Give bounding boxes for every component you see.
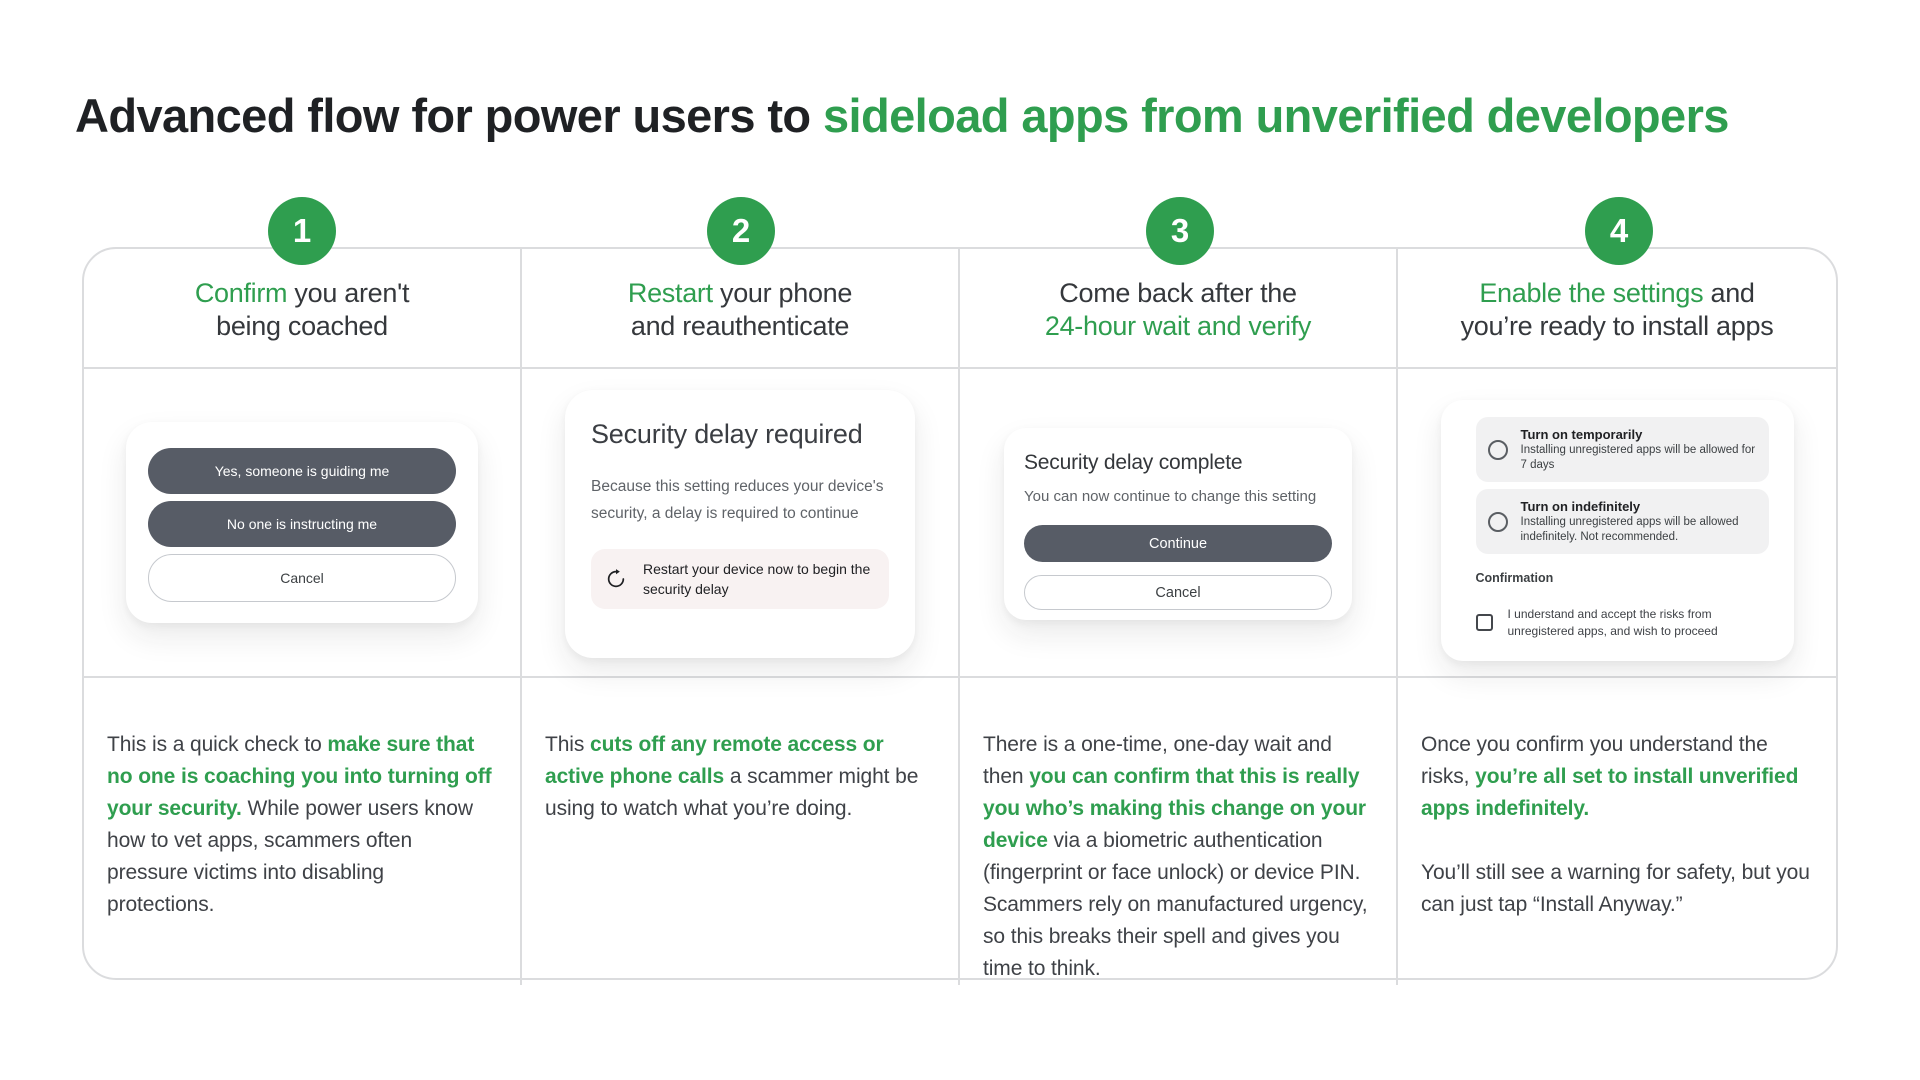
restart-icon — [605, 568, 627, 590]
enable-settings-panel — [1441, 400, 1794, 661]
step-1-badge — [268, 197, 336, 265]
step-4-heading: Enable the settings and you’re ready to install apps — [1460, 278, 1774, 341]
step-2-heading: Restart your phone and reauthenticate — [627, 278, 853, 341]
dialog-body: You can now continue to change this setting — [1024, 488, 1317, 505]
option-turn-on-indefinitely[interactable] — [1476, 489, 1769, 554]
step-4-badge — [1585, 197, 1653, 265]
option-text — [1521, 426, 1757, 473]
risk-acknowledge-text: I understand and accept the risks from unregistered apps, and wish to proceed — [1507, 607, 1718, 638]
no-one-instructing-button[interactable]: No one is instructing me — [148, 501, 456, 547]
cancel-button[interactable]: Cancel — [148, 554, 456, 602]
flow-table — [82, 247, 1838, 980]
step-4-description-cell — [1398, 678, 1836, 985]
step-2-number: 2 — [731, 212, 751, 249]
step-1-card-cell — [84, 369, 522, 678]
radio-icon[interactable] — [1488, 440, 1508, 460]
step-1-description-cell — [84, 678, 522, 985]
step-2-description: This cuts off any remote access or active phone calls a scammer might be using to watch what you’re doing. — [545, 733, 919, 820]
step-3-description-cell — [960, 678, 1398, 985]
yes-someone-guiding-button[interactable]: Yes, someone is guiding me — [148, 448, 456, 494]
step-4-heading-cell — [1398, 249, 1836, 369]
option-description: Installing unregistered apps will be allowed indefinitely. Not recommended. — [1520, 516, 1739, 543]
step-1-description: This is a quick check to make sure that no one is coaching you into turning off your security. While power users know how to vet apps, scammers often pressure victims into disabling protections. — [107, 733, 492, 916]
step-3-card-cell — [960, 369, 1398, 678]
step-2-description-cell — [522, 678, 960, 985]
confirmation-label: Confirmation — [1475, 571, 1554, 585]
step-3-description: There is a one-time, one-day wait and then you can confirm that this is really you who’s making this change on your device via a biometric authentication (fingerprint or face unlock) or device PIN. Scammers rely on manufactured urgency, so this breaks their spell and gives you time to think. — [983, 733, 1368, 980]
step-2-card-cell — [522, 369, 960, 678]
step-4-card-cell — [1398, 369, 1836, 678]
option-title: Turn on indefinitely — [1520, 499, 1641, 514]
option-turn-on-temporarily[interactable] — [1476, 417, 1769, 482]
radio-icon[interactable] — [1488, 512, 1508, 532]
step-4-number: 4 — [1609, 212, 1629, 249]
step-3-heading: Come back after the 24-hour wait and verify — [1044, 278, 1312, 341]
option-description: Installing unregistered apps will be allowed for 7 days — [1520, 444, 1756, 471]
option-title: Turn on temporarily — [1520, 427, 1643, 442]
cancel-button[interactable]: Cancel — [1024, 575, 1332, 610]
step-4-description: Once you confirm you understand the risks, you’re all set to install unverified apps indefinitely. You’ll still see a warning for safety, but you can just tap “Install Anyway.” — [1421, 733, 1810, 916]
step-3-badge — [1146, 197, 1214, 265]
risk-acknowledge-row[interactable] — [1476, 606, 1769, 639]
restart-notice-text: Restart your device now to begin the security delay — [643, 561, 871, 597]
security-delay-required-dialog — [565, 390, 915, 658]
step-2-heading-cell — [522, 249, 960, 369]
restart-notice-row[interactable] — [591, 549, 889, 609]
page-title: Advanced flow for power users to sideload apps from unverified developers — [75, 89, 1729, 142]
dialog-title: Security delay required — [591, 419, 863, 449]
checkbox-icon[interactable] — [1476, 614, 1493, 631]
step-3-heading-cell — [960, 249, 1398, 369]
coach-check-dialog — [126, 422, 478, 623]
dialog-body: Because this setting reduces your device's security, a delay is required to continue — [591, 478, 884, 522]
step-1-heading: Confirm you aren't being coached — [194, 278, 410, 341]
step-2-badge — [707, 197, 775, 265]
step-3-number: 3 — [1170, 212, 1190, 249]
dialog-title: Security delay complete — [1024, 451, 1243, 474]
step-1-number: 1 — [292, 212, 312, 249]
continue-button[interactable]: Continue — [1024, 525, 1332, 562]
step-1-heading-cell — [84, 249, 522, 369]
option-text — [1521, 498, 1757, 545]
security-delay-complete-dialog — [1004, 428, 1352, 620]
